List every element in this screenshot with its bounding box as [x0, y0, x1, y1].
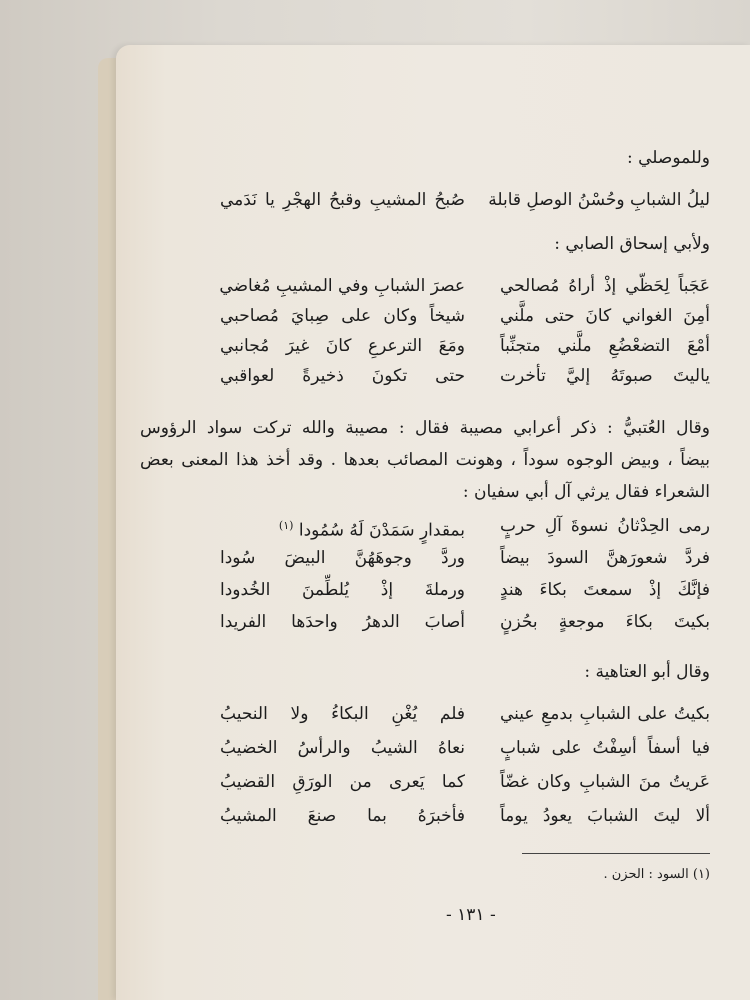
page-content	[116, 45, 750, 1000]
verse-hemistich-left: فأخبرَهُ بما صنعَ المشيبُ	[220, 806, 465, 826]
heading-mawsili: وللموصلي :	[627, 148, 710, 168]
prose-line: الشعراء فقال يرثي آل أبي سفيان :	[462, 482, 710, 502]
verse-hemistich-right: فيا أسفاً أسِفْتُ على شبابٍ	[500, 738, 710, 758]
verse-hemistich-left: ومَعَ الترعرعِ كانَ غيرَ مُجانبي	[220, 336, 465, 356]
verse-hemistich-left: ورملةَ إذْ يُلطِّمنَ الخُدودا	[220, 580, 465, 600]
verse-hemistich-left: وردَّ وجوهَهُنَّ البيضَ سُودا	[220, 548, 465, 568]
prose-line: بيضاً ، وبيض الوجوه سوداً ، وهونت المصائب بعدها . وقد أخذ هذا المعنى بعض	[140, 450, 710, 470]
verse-hemistich-left	[220, 515, 465, 542]
verse-hemistich-right: عَجَباً لِحَظّي إذْ أراهُ مُصالحي	[500, 276, 710, 296]
verse-hemistich-left: عصرَ الشبابِ وفي المشيبِ مُغاضي	[219, 276, 465, 296]
verse-hemistich-right: ألا ليتَ الشبابَ يعودُ يوماً	[500, 806, 710, 826]
book-page	[116, 45, 750, 1000]
verse-hemistich-left: صُبحُ المشيبِ وقبحُ الهجْرِ يا نَدَمي	[220, 190, 465, 210]
verse-hemistich-right: أمْعَ التضعْضُعِ ملَّني متجنِّباً	[500, 336, 710, 356]
verse-hemistich-left: كما يَعرى من الورَقِ القضيبُ	[220, 772, 465, 792]
verse-text: بمقدارٍ سَمَدْنَ لَهُ سُمُودا	[298, 520, 465, 541]
verse-hemistich-right: أمِنَ الغواني كانَ حتى ملَّني	[500, 306, 710, 326]
verse-hemistich-left: أصابَ الدهرُ واحدَها الفريدا	[220, 612, 465, 632]
prose-line: وقال العُتبيُّ : ذكر أعرابي مصيبة فقال : مصيبة والله تركت سواد الرؤوس	[140, 418, 710, 438]
page-number: - ١٣١ -	[446, 905, 496, 925]
verse-hemistich-right: ياليتَ صبوتَهُ إليَّ تأخرت	[500, 366, 710, 386]
verse-hemistich-right: بكيتُ على الشبابِ بدمعِ عيني	[500, 704, 710, 724]
verse-hemistich-right: رمى الحِدْثانُ نسوةَ آلِ حربٍ	[500, 516, 710, 536]
verse-hemistich-right: فردَّ شعورَهنَّ السودَ بيضاً	[500, 548, 710, 568]
verse-hemistich-right: ليلُ الشبابِ وحُسْنُ الوصلِ قابلة	[488, 190, 710, 210]
footnote: (١) السود : الحزن .	[603, 867, 710, 882]
verse-hemistich-left: نعاهُ الشيبُ والرأسُ الخضيبُ	[220, 738, 465, 758]
verse-hemistich-left: حتى تكونَ ذخيرةً لعواقبي	[220, 366, 465, 386]
verse-hemistich-right: بكيتَ بكاءَ موجعةٍ بحُزنٍ	[500, 612, 710, 632]
heading-sabi: ولأبي إسحاق الصابي :	[554, 234, 710, 254]
footnote-divider	[522, 853, 710, 854]
footnote-marker: (١)	[278, 519, 294, 532]
verse-hemistich-left: فلم يُغْنِ البكاءُ ولا النحيبُ	[220, 704, 465, 724]
verse-hemistich-left: شيخاً وكان على صِبايَ مُصاحبي	[220, 306, 465, 326]
verse-hemistich-right: عَريتُ منَ الشبابِ وكان غضّاً	[500, 772, 710, 792]
heading-atahiya: وقال أبو العتاهية :	[584, 662, 710, 682]
verse-hemistich-right: فإنَّكَ إذْ سمعتَ بكاءَ هندٍ	[500, 580, 710, 600]
